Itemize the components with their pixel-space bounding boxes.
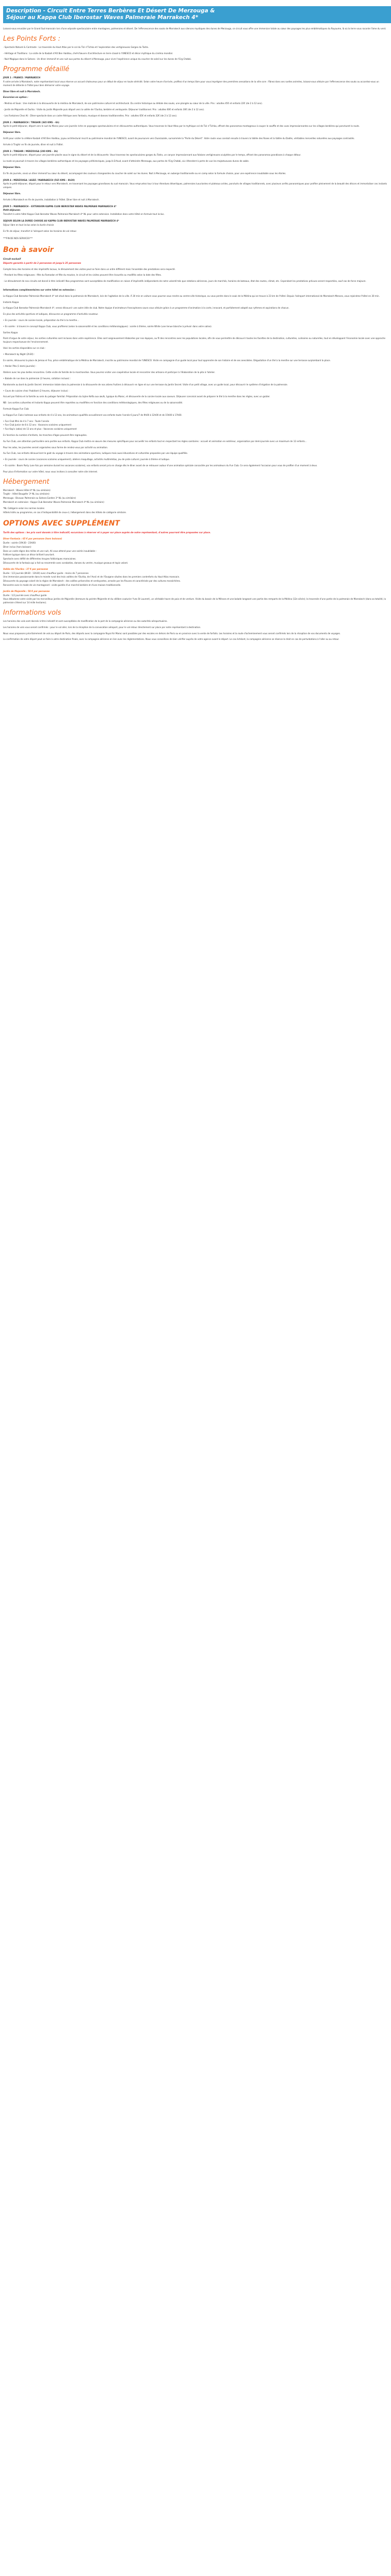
day-5-petit-dejeuner: Petit-déjeuner. [3, 209, 21, 212]
day-2-text-2: Arrêt pour visiter la célèbre Kasbah d'Aït Ben Haddou, joyau architectural inscrit au patrimoine mondial de l'UNESCO, avant de poursuivre vers Ouarzazate, surnommée la "Porte du Désert". Votre route vous conduit ensuite à travers la Vallée des Roses et la Vallée du Dadès, véritables merveilles naturelles aux paysages contrastés. [3, 137, 355, 140]
day-5-text: Transfert à votre hôtel Kappa Club Iberostar Waves Palmeraie Marrakech 4* NL pour votre extension. Installation dans votre hôtel en formule tout inclus. [3, 213, 165, 216]
day-3-text: Après le petit-déjeuner, départ pour une journée placée sous le signe du désert et de la découverte. Vous traversez les spectaculaires gorges du Todra, un canyon impressionnant aux falaises vertigineuses sculptées par le temps, offrant des panoramas grandioses à chaque détour. [3, 154, 301, 157]
option-line: Durée : soirée (19h30 - 23h00) [3, 541, 36, 544]
info-line: Randonnée au bord du Jardin Secret: immersion totale dans la palmeraie à la découverte de nos arbres fruitiers à découvrir en ligne et sur une terrasse du Jardin Secret. Visite d'un petit village, avec un guide local, pour découvrir le système d'irrigation de la palmeraie. [3, 383, 288, 386]
day-3-text-2: La route se poursuit à travers les villages berbères authentiques et les paysages préhistoriques, jusqu'à Erfoud, avant d'atteindre Merzouga, aux portes de l'Erg Chebbi, où s'étendent à perte de vue les majestueuses dunes de sable. [3, 160, 250, 163]
formule-line: Le Kappa Fun Club s'adresse aux enfants de 4 à 12 ans, les animateurs qualifiés accueilleront vos enfants toute l'année 6 jours/7 de 9h00 à 12h00 et de 15h00 à 17h00. [3, 413, 182, 416]
bon-a-savoir-heading: Bon à savoir [3, 246, 54, 255]
info-line: • En soirée : à travers le concept Kappa Club, vous profiterez (selon la saisonnalité et les conditions météorologiques) : soirée à thème, soirée White (une tenue blanche à prévoir dans votre valise). [3, 325, 213, 328]
option-line: Durée : 1/2 journée avec chauffeur guide [3, 594, 47, 597]
option-line: Folklore typique dans un décor brillant luxuriant. [3, 553, 55, 556]
option-line: Dans un cadre digne des milles et une nuit, Ali vous attend pour une soirée inoubliable : [3, 549, 97, 552]
hebergement-heading: Hébergement [3, 478, 50, 486]
day-3-title: JOUR 3 : TINGHIR / MERZOUGA (200 KMS – 3h) [3, 149, 58, 152]
formule-line: • Fun Club Junior de 8 à 12 ans : Vacances scolaires uniquement [3, 423, 72, 427]
title-banner [3, 6, 391, 23]
option-title: Dîner Fantasia : 65 € par personne (hors boisson) [3, 537, 62, 540]
hebergement-line: Merzouga : Bivouac Palmeraie ou Sahara Garden 3* NL (ou similaire) [3, 497, 76, 500]
hebergement-line: Hôtels listés au programme, en cas d'indisponibilité de ceux-ci, hébergement dans des hôtels de catégorie similaire. [3, 511, 127, 514]
infos-line: La confirmation de votre départ peut se faire à votre destination finale, avec la compagnie aérienne en lien avec les réglementations. Nous vous conseillons de bien vérifier auprès de votre agence avant le départ. Le cas échéant, la compagnie aérienne se réserve le droit en cas de perturbations à l'aller ou au retour. [3, 638, 339, 641]
info-heading: Informations complémentaires sur votre hôtel en extension : [3, 289, 76, 292]
info-line: Le Kappa Club Iberostar Palmeraie Marrakech 4*, venez découvrir une autre idée de club. Notre équipe d'animateurs francophones saura vous séduire grâce à un programme d'animation à la carte, innovant, et parfaitement adapté aux rythmes et aspirations de chacun. [3, 307, 289, 310]
day-2-text: Après le petit-déjeuner, départ vers le sud du Maroc pour une journée riche en paysages spectaculaires et en découvertes authentiques. Vous traversez le Haut Atlas par le mythique col de Tizi n'Tichka, offrant des panoramas montagneux à couper le souffle et des vues impressionnantes sur les villages berbères qui ponctuent la route. [3, 125, 360, 128]
info-line: Voici les sorties disponibles sur ce club : [3, 347, 46, 350]
excursion-label: Excursion en option : [3, 96, 28, 99]
bon-line: - Pendant les fêtes religieuses : fête du Ramadan et fête du mouton, le circuit et les visites peuvent être écourtés ou modifiés selon la date des fêtes. [3, 274, 162, 277]
excursion-line: - Les Fontaines Chez Ali : Dîner-spectacle dans un cadre féérique avec fantasia, musique et danses traditionnelles. Prix : adultes 65€ et enfants 32€ (de 2 à 12 ans). [3, 114, 177, 117]
options-heading: OPTIONS AVEC SUPPLÉMENT [3, 519, 120, 528]
sejour-text: Séjour libre en tout inclus selon la durée choisie [3, 223, 54, 226]
option-line: Découverte du paysage coloré de la région de Marrakech : des vallées préservées et verdoyantes, arrosée par les fleuves et caractérisée par des cultures maraîchères. [3, 580, 181, 583]
options-intro: Tarifs des options : les prix sont donnés à titre indicatif, excursions à réserver et à payer sur place auprès de notre représentant, d'autres pourront être proposées sur place. [3, 531, 211, 534]
formule-line: Formule Kappa Fun Club [3, 408, 29, 411]
option-title: Vallée de l'Ourika : 37 € par personne [3, 567, 48, 570]
formule-line: Pour les ados, les journées seront organisées sous forme de rendez-vous par activité ou animation. [3, 446, 108, 449]
hebergement-line: *NL Catégorie selon les normes locales [3, 506, 45, 510]
info-line: Ateliers avec les plus belles rencontres. Cette visite de famille de la marchandise. Vous pourrez visiter une coopérative locale et rencontrer des artisans et participer à l'élaboration de la pita à l'atelier. [3, 371, 215, 374]
bon-line: - Le déroulement de nos circuits est donné à titre indicatif. Nos programmes sont susceptibles de modification en raison d'impératifs indépendants de notre volonté tels que rotations aériennes, jours de marchés, horaires de bateaux, état des routes, climat, etc. Cependant les prestations prévues seront respectées, sauf cas de force majeure. [3, 280, 366, 283]
end-of-services: ***FIN DE NOS SERVICES*** [3, 237, 33, 240]
infos-line: Nous vous proposons prioritairement de vols au départ de Paris, des départs avec la compagnie Royal Air Maroc sont possibles par des escales en dehors de Paris ou en province avec la vente de forfaits. Les horaires et la route d'acheminement vous seront confirmés lors de la réception de vos documents de voyages. [3, 632, 341, 635]
point-item: - Nuit Magique dans le Sahara : Un dîner immersif et une nuit aux portes du désert à Merzouga, pour vivre l'expérience unique du coucher de soleil sur les dunes de l'Erg Chebbi. [3, 58, 192, 61]
formule-line: Pour plus d'information sur votre hôtel, nous vous invitons à consulter notre site internet. [3, 470, 98, 473]
day-2-text-3: Arrivée à Tinghir en fin de journée, dîner et nuit à l'hôtel. [3, 143, 63, 146]
excursion-line: - Medina et Souk : Une matinée à la découverte de la médina de Marrakech, de son patrimoine culturel et architectural. Du centre historique au dédale des souks, une plongée au cœur de la ville. Prix : adultes 45€ et enfants 22€ (de 2 à 12 ans). [3, 102, 263, 105]
intro-text: Laissez-vous envoûter par le Grand Sud marocain lors d'une odyssée spectaculaire entre montagnes, palmeraies et désert. De l'effervescence des souks de Marrakech aux silences mystiques des dunes de Merzouga, ce circuit vous offre une immersion totale au cœur des paysages les plus emblématiques du Royaume, là où la terre vous raconte l'âme du vent. [3, 27, 386, 30]
option-line: Une immersion passionnante dans le monde rural des trois vallées de l'Ourika, de l'Asnii et de l'Ourgane situées dans les premiers contreforts du Haut Atlas marocain. [3, 575, 180, 579]
day-2-lunch: Déjeuner libre. [3, 131, 21, 134]
hebergement-line: Tinghir : Hôtel Bougafer 3* NL (ou similaire) [3, 493, 50, 496]
formule-line: • Fun Club Mini de 4 à 7 ans : Toute l'année [3, 419, 50, 422]
info-line: En plus des activités sportives et ludiques, découvrez un programme d'activités novateur. [3, 313, 99, 316]
page [0, 0, 391, 649]
day-3-text-3: En fin de journée, vivez un dîner immersif au cœur du désert, accompagné des couleurs changeantes du coucher de soleil sur les dunes. Nuit à Merzouga, en auberge traditionnelle ou en camp selon la formule choisie, pour une expérience inoubliable sous les étoiles. [3, 172, 286, 175]
day-4-text-2: Arrivée à Marrakech en fin de journée, installation à l'hôtel. Dîner libre et nuit à Marrakech. [3, 198, 100, 201]
departs-garantis: Départs garantis à partir de 2 personnes et jusqu'à 25 personnes [3, 261, 82, 264]
page-title-line-1: Description - Circuit Entre Terres Berbères Et Désert De Merzouga & [6, 8, 215, 14]
option-block [3, 590, 388, 605]
excursion-line: - Jardin de Majorelle et Ourika : Visite du jardin Majorelle puis départ vers la vallée de l'Ourika, berbère et verdoyante. Déjeuner traditionnel. Prix : adultes 60€ et enfants 30€ (de 2 à 12 ans). [3, 108, 205, 111]
option-block [3, 537, 388, 565]
point-item: - Héritage et Traditions : La visite de la Kasbah d'Aït Ben Haddou, chef-d'œuvre d'architecture en terre classé à l'UNESCO et décor mythique du cinéma mondial. [3, 52, 173, 55]
formule-line: Au Fun Club, nos enfants découvriront le goût du voyage à travers des animations sportives, ludiques mais aussi éducatives et culturelles proposées par une équipe qualifiée. [3, 452, 188, 455]
day-4-text: Après le petit-déjeuner, départ pour le retour vers Marrakech, en traversant les paysages grandioses du sud marocain. Vous empruntez tour à tour étendues désertiques, palmeraies luxuriantes et plateaux arides, ponctués de villages traditionnels, avec plusieurs arrêts panoramiques pour profiter pleinement de la beauté des décors et immortaliser ces instants uniques. [3, 182, 387, 189]
formule-line: • En journée : cours de cuisine (vacances scolaires uniquement), ateliers maquillage, activités multimédias, jeu de piste culturel, journée à thème et ludique. [3, 458, 170, 461]
day-1-title: JOUR 1 : FRANCE / MARRAKECH [3, 76, 41, 79]
option-line: Dîner inclus (hors boisson) [3, 545, 31, 548]
info-line: • En journée : cours de cuisine locale, préparation du thé à la menthe… [3, 319, 79, 322]
sejour-text-2: En fin de séjour, transfert à l'aéroport selon les horaires de vol retour. [3, 229, 77, 232]
info-line: Le Kappa Club Iberostar Palmeraie Marrakech 4* est situé dans la palmeraie de Marrakech, loin de l'agitation de la ville. À 30 min en voiture vous pourrez vous rendre au centre-ville historique, ou vous perdre dans le souk de la Médina qui se trouve à 23 km de l'hôtel. Depuis l'aéroport international de Marrakech-Menara, vous rejoindrez l'hôtel en 30 min. [3, 294, 380, 297]
formule-line: En fonction du nombre d'enfants, les tranches d'âges peuvent être regroupées. [3, 434, 87, 436]
info-line: • Balade de rue dans la palmeraie (2 heures, collation incluse) : [3, 377, 71, 380]
option-line: Rencontre avec le mode de vie montagnard : visite guidée d'un marché berbère et d'une maison traditionnelle. [3, 583, 121, 586]
option-block [3, 568, 388, 587]
day-1-extra: Dîner libre et nuit à Marrakech. [3, 90, 41, 93]
info-line: • Cours de cuisine chez l'habitant (2 heures, déjeuner inclus) : [3, 389, 70, 392]
bon-line: Compte tenu des horaires et des impératifs locaux, le déroulement des visites peut se faire dans un ordre différent mais l'ensemble des prestations sera respecté. [3, 267, 176, 270]
formule-line: • En soirée : Boom Party (une fois par semaine durant les vacances scolaires), vos enfants seront pris en charge dès le dîner avant de se retrouver autour d'une animation spéciale concoctée par les animateurs du Fun Club. Ce sera également l'occasion pour vous de profiter d'un moment à deux. [3, 464, 318, 467]
infos-vols-heading: Informations vols [3, 608, 61, 617]
infos-line: Les horaires des vols sont donnés à titre indicatif et sont susceptibles de modification de la part de la compagnie aérienne ou des autorités aéroportuaires. [3, 619, 168, 622]
option-line: Spectacle avec défilé de différentes troupes folkloriques marocaines. [3, 557, 76, 561]
option-title: Jardin de Majorelle : 50 € par personne [3, 589, 50, 592]
circuit-exclusif: Circuit exclusif [3, 258, 21, 261]
info-line: En soirée, découvrez la place de Jemaa el Fna, pièce emblématique de la Médina de Marrakech, inscrite au patrimoine mondial de l'UNESCO. Visite en compagnie d'un guide local pour tout apprendre de son histoire et de ses anecdotes. Dégustation d'un thé à la menthe sur une terrasse surplombant la place. [3, 359, 331, 362]
formule-line: Au Fun Club, une attention particulière sera portée aux enfants. Kappa Club mettra en œuvre des mesures spécifiques pour accueillir les enfants tout en respectant les règles sanitaires : accueil et animation en extérieur, organisation par demi-journée avec un maximum de 12 enfants… [3, 439, 307, 443]
info-line: Accueil par Fatima et la famille au sein du potager familial. Préparation du tajine Kefta aux œufs, typique du Maroc, et découverte de la cuisine locale aux saveurs. Déjeuner convivial avant de préparer le thé à la menthe dans les règles, avec un goûter. [3, 395, 270, 398]
day-4-lunch: Déjeuner libre. [3, 192, 21, 195]
day-4-title: JOUR 4 : MERZOUGA / AGDZ / MARRAKECH (565 KMS – 8h30) [3, 178, 75, 181]
sejour-heading: SEJOUR SELON LA DUREE CHOISIE AU KAPPA CLUB IBEROSTAR WAVES PALMERAIE MARRAKECH 4* [3, 219, 119, 222]
hebergement-line: Marrakech : Waves Hôtel 4* NL (ou similaire) [3, 488, 51, 492]
formule-line: • Fun Kap's (ados) de 13 ans et plus : Vacances scolaires uniquement [3, 428, 77, 431]
option-line: Découverte de la fantasia qui a fait sa renommée avec acrobaties, danses du ventre, musique gnaoua et tapis volant. [3, 561, 128, 564]
info-line: Sorties Kappa [3, 331, 18, 334]
option-line: Vous débuterez votre visite par les merveilleux jardins de Majorelle (demeure du peintre Majorelle et du célèbre couturier Yves St Laurent), un véritable havre de paix et de verdure. Visite du bassin de la Ménara et une balade longeant une partie des remparts de la Médina (12e siècle); la traversée d'une partie de la palmeraie de Marrakech (dans sa totalité, la palmeraie s'étend sur 14 mille hectares). [3, 598, 386, 604]
day-5-title: JOUR 5 : MARRAKECH – EXTENSION KAPPA CLUB IBEROSTAR WAVES PALMERAIE MARRAKECH 4* [3, 205, 117, 208]
info-line: • Atelier Pita (1 demi-journée) : [3, 365, 37, 368]
info-line: Point d'orgue de votre séjour, les sorties culturelles sont incluses dans votre expérience. Elles sont soigneusement élaborées par nos équipes, au fil des rencontres avec les populations locales, afin de vous permettre de découvrir toutes les facettes de la destination, culturelles, culinaires ou naturelles, tout en développant l'économie locale avec une approche toujours respectueuse de l'environnement. [3, 337, 386, 344]
info-line: • Marrakech by Night (2h30) : [3, 352, 35, 355]
day-1-text: À votre arrivée à Marrakech, notre représentant local vous réserve un accueil chaleureux pour un début de séjour en toute sérénité. Selon votre heure d'arrivée, profitez d'un temps libre pour vous imprégner des premières sensations de la ville ocre : flânez dans ses ruelles animées, laissez-vous séduire par l'effervescence des souks ou accordez-vous un moment de détente à l'hôtel pour bien démarrer votre voyage. [3, 80, 379, 87]
points-heading: Les Points Forts : [3, 35, 60, 43]
point-item: - Spectacle Naturel & Contraste : La traversée du Haut Atlas par le col du Tizi n'Tichka et l'exploration des vertigineuses Gorges du Todra. [3, 45, 149, 48]
page-title-line-2: Séjour au Kappa Club Iberostar Waves Palmeraie Marrakech 4* [6, 14, 199, 21]
programme-heading: Programme détaillé [3, 65, 70, 74]
info-line: Instants Kappa [3, 300, 19, 303]
note-line: NB : Les sorties culturelles et Instants Kappa peuvent être reportées ou modifiées en fonction des conditions météorologiques, des fêtes religieuses ou de la saisonnalité. [3, 401, 183, 404]
option-line: Durée : 1/2 journée (8h30 - 13h30) avec chauffeur guide - moins de 7 personnes [3, 571, 89, 574]
hebergement-line: Marrakech en extension : Kappa Club Iberostar Waves Palmeraie Marrakech 4* NL (ou similaire) [3, 500, 104, 503]
infos-line: Les horaires de vols vous seront confirmés : pour le vol aller, lors de la réception de la convocation aéroport, pour le vol retour directement sur place par notre représentant à destination. [3, 625, 201, 629]
day-3-lunch: Déjeuner libre. [3, 165, 21, 168]
day-2-title: JOUR 2 : MARRAKECH / TINGHIR (365 KMS – 6h) [3, 121, 59, 124]
